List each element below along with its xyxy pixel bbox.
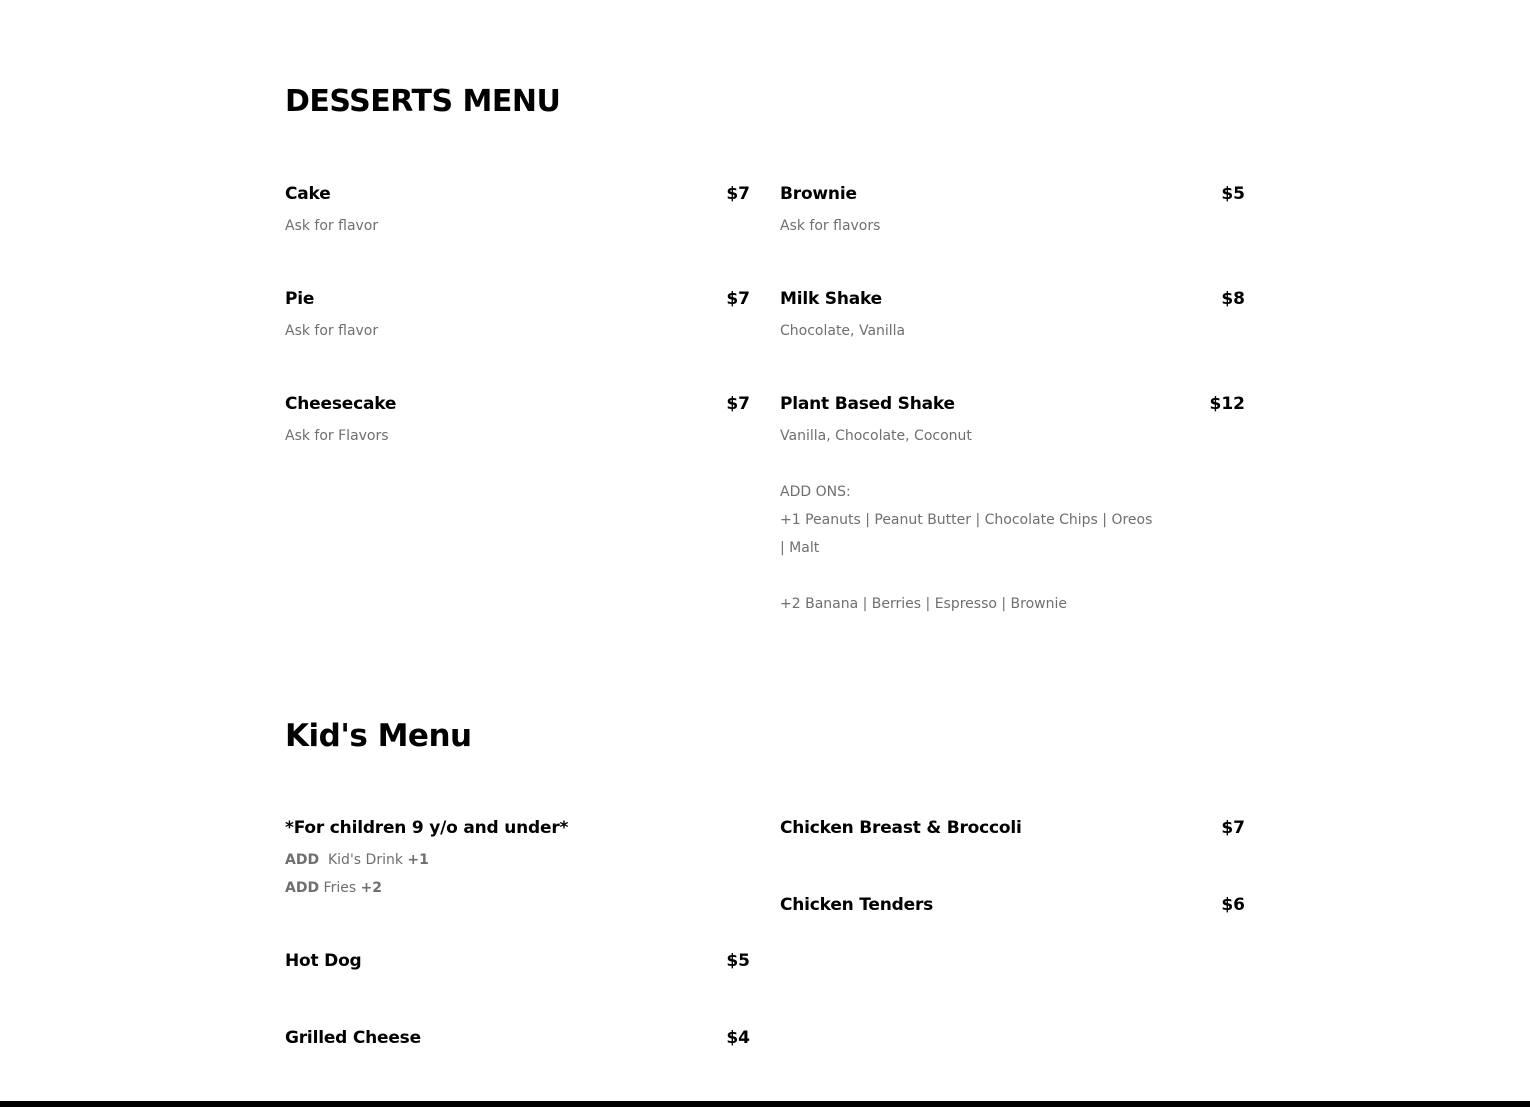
menu-item-brownie (780, 184, 1245, 234)
item-price: $5 (1221, 184, 1245, 204)
desserts-menu-title: DESSERTS MENU (285, 84, 561, 119)
item-description: Ask for Flavors (285, 428, 389, 444)
item-name: Hot Dog (285, 951, 362, 971)
add-fries-price: +2 (360, 880, 383, 896)
item-price: $12 (1209, 394, 1245, 414)
add-fries-text: Fries (323, 880, 357, 896)
add-label: ADD (285, 880, 320, 896)
item-price: $7 (726, 289, 750, 309)
kids-age-note (285, 818, 750, 896)
item-name: Chicken Breast & Broccoli (780, 818, 1022, 838)
item-price: $7 (726, 184, 750, 204)
kids-menu-title: Kid's Menu (285, 718, 472, 754)
menu-item-chicken-breast-broccoli (780, 818, 1245, 842)
item-description: Ask for flavor (285, 218, 379, 234)
add-ons-tier-1: +1 Peanuts | Peanut Butter | Chocolate Chips | Oreos (780, 512, 1153, 528)
add-ons-heading: ADD ONS: (780, 484, 851, 500)
menu-item-grilled-cheese (285, 1028, 750, 1052)
item-name: Cake (285, 184, 331, 204)
item-price: $5 (726, 951, 750, 971)
add-ons-list (780, 478, 1153, 618)
menu-item-plant-based-shake (780, 394, 1245, 612)
item-name: Milk Shake (780, 289, 882, 309)
menu-item-cheesecake (285, 394, 750, 444)
add-ons-tier-2: +2 Banana | Berries | Espresso | Brownie (780, 596, 1067, 612)
add-ons-spacer (780, 562, 1150, 590)
item-description: Ask for flavor (285, 323, 379, 339)
menu-item-cake (285, 184, 750, 234)
kids-note-title: *For children 9 y/o and under* (285, 818, 569, 838)
item-description: Vanilla, Chocolate, Coconut (780, 428, 972, 444)
add-drink-text: Kid's Drink (327, 852, 403, 868)
item-price: $6 (1221, 895, 1245, 915)
add-label: ADD (285, 852, 320, 868)
item-price: $7 (726, 394, 750, 414)
item-name: Pie (285, 289, 315, 309)
item-name: Chicken Tenders (780, 895, 934, 915)
item-price: $8 (1221, 289, 1245, 309)
kids-add-drink (285, 846, 429, 874)
add-drink-price: +1 (407, 852, 429, 868)
item-name: Grilled Cheese (285, 1028, 421, 1048)
item-name: Cheesecake (285, 394, 397, 414)
item-name: Plant Based Shake (780, 394, 955, 414)
menu-item-milk-shake (780, 289, 1245, 339)
menu-item-chicken-tenders (780, 895, 1245, 919)
item-name: Brownie (780, 184, 857, 204)
menu-item-pie (285, 289, 750, 339)
footer-divider (0, 1101, 1530, 1107)
menu-item-hot-dog (285, 951, 750, 975)
item-price: $7 (1221, 818, 1245, 838)
kids-add-fries (285, 874, 382, 902)
add-ons-tier-1-continued: | Malt (780, 540, 820, 556)
item-description: Chocolate, Vanilla (780, 323, 906, 339)
item-description: Ask for flavors (780, 218, 881, 234)
item-price: $4 (726, 1028, 750, 1048)
